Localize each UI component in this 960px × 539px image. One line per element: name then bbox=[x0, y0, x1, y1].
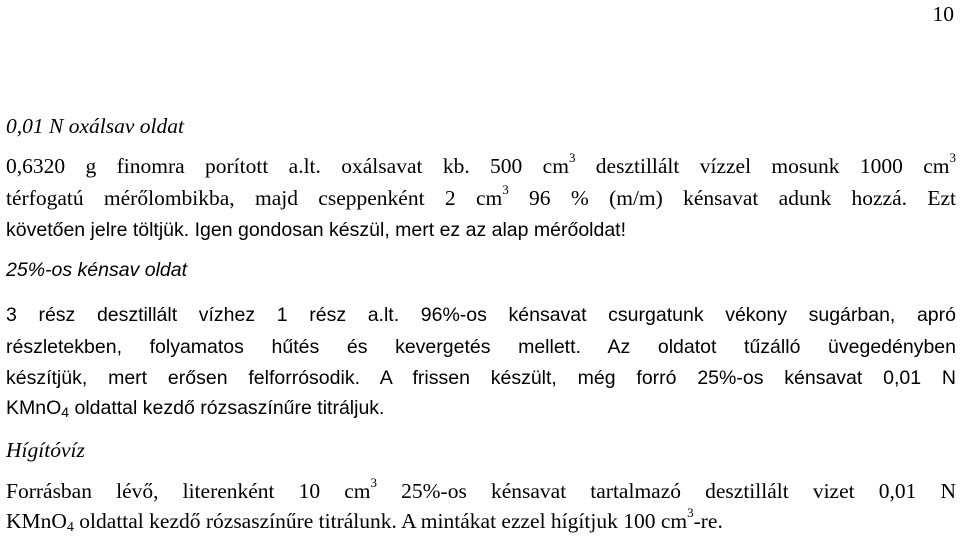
superscript: 3 bbox=[568, 150, 576, 165]
text-segment: 96 % (m/m) kénsavat adunk hozzá. Ezt bbox=[508, 186, 956, 210]
paragraph-sulfuric-line-1: 3 rész desztillált vízhez 1 rész a.lt. 96%-os kénsavat csurgatunk vékony sugárban, apró bbox=[6, 304, 956, 326]
subscript: 4 bbox=[61, 404, 70, 420]
superscript: 3 bbox=[370, 475, 378, 490]
superscript: 3 bbox=[949, 150, 956, 165]
paragraph-oxalic-line-3: követően jelre töltjük. Igen gondosan készül, mert ez az alap mérőoldat! bbox=[6, 219, 627, 241]
superscript: 3 bbox=[687, 505, 694, 520]
paragraph-sulfuric-line-4 bbox=[6, 397, 384, 420]
text-segment: KMnO bbox=[6, 509, 67, 533]
paragraph-dilution-line-2 bbox=[6, 505, 723, 535]
heading-oxalic-acid-solution: 0,01 N oxálsav oldat bbox=[6, 114, 184, 138]
heading-sulfuric-acid-solution: 25%-os kénsav oldat bbox=[6, 259, 188, 281]
paragraph-sulfuric-line-3: készítjük, mert erősen felforrósodik. A frissen készült, még forró 25%-os kénsavat 0,01 N bbox=[6, 367, 956, 389]
paragraph-sulfuric-line-2: részletekben, folyamatos hűtés és kevergetés mellett. Az oldatot tűzálló üvegedényben bbox=[6, 336, 956, 358]
text-segment: 0,6320 g finomra porított a.lt. oxálsavat kb. 500 cm bbox=[6, 154, 569, 178]
text-segment: -re. bbox=[693, 509, 723, 533]
paragraph-oxalic-line-2 bbox=[6, 182, 956, 211]
text-segment: 25%-os kénsavat tartalmazó desztillált vizet 0,01 N bbox=[377, 479, 956, 503]
text-segment: KMnO bbox=[6, 397, 62, 419]
page-number: 10 bbox=[932, 2, 954, 26]
text-segment: desztillált vízzel mosunk 1000 cm bbox=[575, 154, 950, 178]
paragraph-oxalic-line-1 bbox=[6, 150, 956, 179]
text-segment: oldattal kezdő rózsaszínűre titráljuk. bbox=[69, 397, 385, 419]
superscript: 3 bbox=[502, 182, 509, 197]
text-segment: térfogatú mérőlombikba, majd cseppenként 2 cm bbox=[6, 186, 503, 210]
subscript: 4 bbox=[66, 520, 74, 535]
heading-dilution-water: Hígítóvíz bbox=[6, 438, 85, 462]
text-segment: Forrásban lévő, literenként 10 cm bbox=[6, 479, 371, 503]
text-segment: oldattal kezdő rózsaszínűre titrálunk. A mintákat ezzel hígítjuk 100 cm bbox=[73, 509, 688, 533]
paragraph-dilution-line-1 bbox=[6, 475, 956, 504]
